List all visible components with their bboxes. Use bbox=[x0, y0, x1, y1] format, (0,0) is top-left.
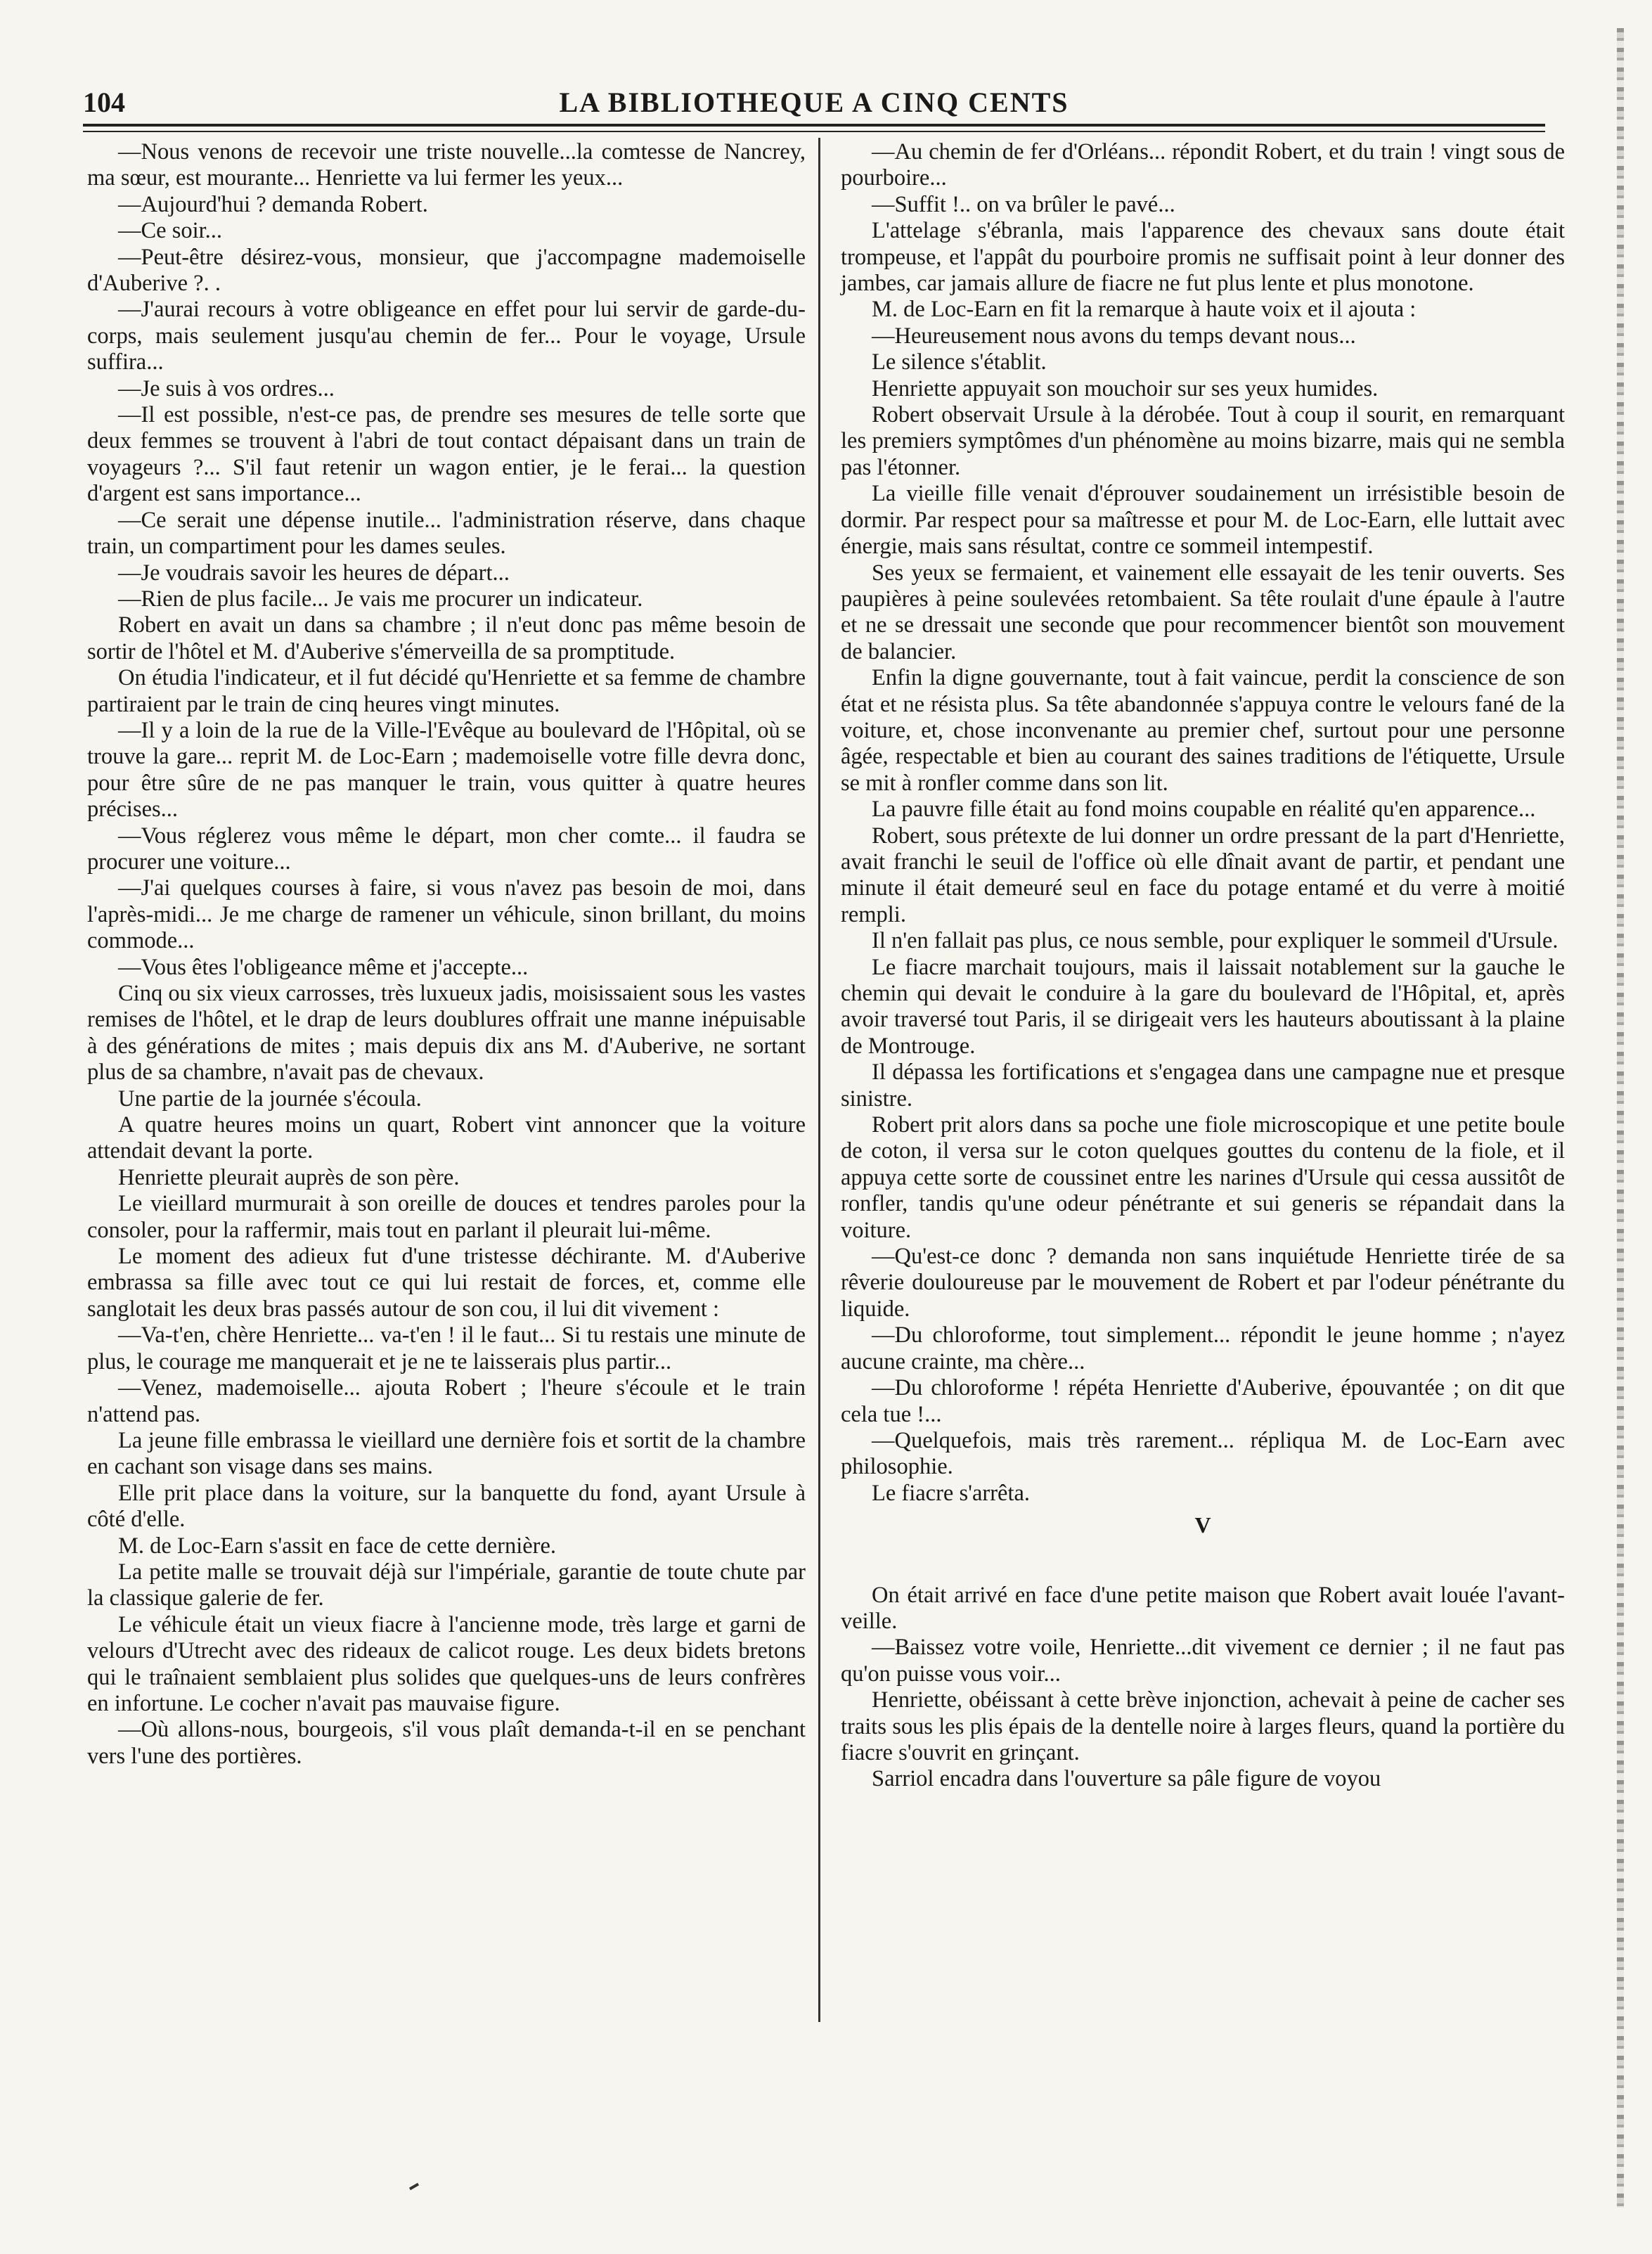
paragraph: —Je suis à vos ordres... bbox=[118, 375, 335, 401]
paragraph: Enfin la digne gouvernante, tout à fait vaincue, perdit la conscience de son état et ne résista plus. Sa tête abandonnée s'appuya contre le velours fané de la voiture, et, chose inconvenante au premier chef, surtout pour une personne âgée, respectable et bien au courant des saines traditions de l'étiquette, Ursule se mit à ronfler comme dans son lit. bbox=[841, 665, 1565, 796]
paragraph: —Ce serait une dépense inutile... l'administration réserve, dans chaque train, un compartiment pour les dames seules. bbox=[87, 507, 806, 560]
paragraph: L'attelage s'ébranla, mais l'apparence des chevaux sans doute était trompeuse, et l'appât du pourboire promis ne suffisait point à leur donner des jambes, car jamais allure de fiacre ne fut plus lente et plus monotone. bbox=[841, 218, 1565, 297]
paragraph: Henriette pleurait auprès de son père. bbox=[118, 1164, 460, 1190]
paragraph: Henriette, obéissant à cette brève injonction, achevait à peine de cacher ses traits sous les plis épais de la dentelle noire à larges fleurs, quand la portière du fiacre s'ouvrit en grinçant. bbox=[841, 1687, 1565, 1765]
paragraph: Robert, sous prétexte de lui donner un ordre pressant de la part d'Henriette, avait franchi le seuil de l'office où elle dînait avant de partir, et pendant une minute il était demeuré seul en face du potage entamé et du verre à moitié rempli. bbox=[841, 823, 1565, 927]
paragraph: —Il est possible, n'est-ce pas, de prendre ses mesures de telle sorte que deux femmes se trouvent à l'abri de tout contact dépaisant dans un train de voyageurs ?... S'il faut retenir un wagon entier, je le ferai... la question d'argent est sans importance... bbox=[87, 402, 806, 507]
paragraph: —Heureusement nous avons du temps devant nous... bbox=[872, 323, 1356, 349]
paragraph: —Ce soir... bbox=[118, 218, 223, 244]
paragraph: —Qu'est-ce donc ? demanda non sans inquiétude Henriette tirée de sa rêverie douloureuse par le mouvement de Robert et par l'odeur pénétrante du liquide. bbox=[841, 1244, 1565, 1322]
paragraph: —Va-t'en, chère Henriette... va-t'en ! il le faut... Si tu restais une minute de plus, le courage me manquerait et je ne te laisserais plus partir... bbox=[87, 1322, 806, 1374]
paragraph: On étudia l'indicateur, et il fut décidé qu'Henriette et sa femme de chambre partiraient par le train de cinq heures vingt minutes. bbox=[87, 665, 806, 717]
paragraph: Robert prit alors dans sa poche une fiole microscopique et une petite boule de coton, il versa sur le coton quelques gouttes du contenu de la fiole, et il appuya cette sorte de coussinet entre les narines d'Ursule qui cessa aussitôt de ronfler, tandis qu'une odeur pénétrante et sui generis se répandait dans la voiture. bbox=[841, 1112, 1565, 1243]
header-rule-thin bbox=[83, 131, 1545, 132]
paragraph: —Où allons-nous, bourgeois, s'il vous plaît demanda-t-il en se penchant vers l'une des portières. bbox=[87, 1717, 806, 1769]
paragraph: —J'ai quelques courses à faire, si vous n'avez pas besoin de moi, dans l'après-midi... Je me charge de ramener un véhicule, sinon brillant, du moins commode... bbox=[87, 875, 806, 954]
paragraph: —Nous venons de recevoir une triste nouvelle...la comtesse de Nancrey, ma sœur, est mourante... Henriette va lui fermer les yeux... bbox=[87, 139, 806, 191]
paragraph: —Vous réglerez vous même le départ, mon cher comte... il faudra se procurer une voiture... bbox=[87, 823, 806, 875]
paragraph: —J'aurai recours à votre obligeance en effet pour lui servir de garde-du-corps, mais seulement jusqu'au chemin de fer... Pour le voyage, Ursule suffira... bbox=[87, 297, 806, 375]
paragraph: Une partie de la journée s'écoula. bbox=[118, 1086, 422, 1112]
paragraph: —Il y a loin de la rue de la Ville-l'Evêque au boulevard de l'Hôpital, où se trouve la gare... reprit M. de Loc-Earn ; mademoiselle votre fille devra donc, pour être sûre de ne pas manquer le train, vous quitter à quatre heures précises... bbox=[87, 717, 806, 823]
running-title: LA BIBLIOTHEQUE A CINQ CENTS bbox=[559, 86, 1069, 118]
paragraph: Cinq ou six vieux carrosses, très luxueux jadis, moisissaient sous les vastes remises de l'hôtel, et le drap de leurs doublures offrait une manne inépuisable à des générations de mites ; mais depuis dix ans M. d'Auberive, ne sortant plus de sa chambre, n'avait pas de chevaux. bbox=[87, 981, 806, 1086]
ink-mark bbox=[409, 2183, 419, 2190]
paragraph: Le véhicule était un vieux fiacre à l'ancienne mode, très large et garni de velours d'Utrecht avec des rideaux de calicot rouge. Les deux bidets bretons qui le traînaient semblaient plus solides que quelques-uns de leurs confrères en infortune. Le cocher n'avait pas mauvaise figure. bbox=[87, 1611, 806, 1716]
section-heading: V bbox=[1194, 1512, 1211, 1538]
paragraph: —Du chloroforme ! répéta Henriette d'Auberive, épouvantée ; on dit que cela tue !... bbox=[841, 1375, 1565, 1427]
paragraph: Le moment des adieux fut d'une tristesse déchirante. M. d'Auberive embrassa sa fille avec tout ce qui lui restait de forces, et, comme elle sanglotait les deux bras passés autour de son cou, il lui dit vivement : bbox=[87, 1244, 806, 1322]
paragraph: —Quelquefois, mais très rarement... répliqua M. de Loc-Earn avec philosophie. bbox=[841, 1427, 1565, 1480]
paragraph: —Peut-être désirez-vous, monsieur, que j'accompagne mademoiselle d'Auberive ?. . bbox=[87, 244, 806, 297]
page-header bbox=[83, 82, 1545, 124]
paragraph: La pauvre fille était au fond moins coupable en réalité qu'en apparence... bbox=[872, 797, 1536, 823]
paragraph: Robert observait Ursule à la dérobée. Tout à coup il sourit, en remarquant les premiers symptômes d'un phénomène au moins bizarre, mais qui ne sembla pas l'étonner. bbox=[841, 402, 1565, 480]
paragraph: —Rien de plus facile... Je vais me procurer un indicateur. bbox=[118, 586, 643, 612]
paragraph: —Du chloroforme, tout simplement... répondit le jeune homme ; n'ayez aucune crainte, ma chère... bbox=[841, 1322, 1565, 1374]
right-column bbox=[841, 139, 1565, 1793]
paragraph: Robert en avait un dans sa chambre ; il n'eut donc pas même besoin de sortir de l'hôtel et M. d'Auberive s'émerveilla de sa promptitude. bbox=[87, 612, 806, 664]
paragraph: —Au chemin de fer d'Orléans... répondit Robert, et du train ! vingt sous de pourboire... bbox=[841, 139, 1565, 191]
paragraph: M. de Loc-Earn en fit la remarque à haute voix et il ajouta : bbox=[872, 297, 1417, 323]
paragraph: —Venez, mademoiselle... ajouta Robert ; l'heure s'écoule et le train n'attend pas. bbox=[87, 1375, 806, 1427]
header-rule-thick bbox=[83, 124, 1545, 127]
paragraph: Il dépassa les fortifications et s'engagea dans une campagne nue et presque sinistre. bbox=[841, 1060, 1565, 1112]
paragraph: —Baissez votre voile, Henriette...dit vivement ce dernier ; il ne faut pas qu'on puisse vous voir... bbox=[841, 1635, 1565, 1687]
paragraph: Le silence s'établit. bbox=[872, 349, 1047, 375]
left-column bbox=[87, 139, 806, 1770]
paragraph: —Suffit !.. on va brûler le pavé... bbox=[872, 191, 1175, 217]
paragraph: Le vieillard murmurait à son oreille de douces et tendres paroles pour la consoler, pour la raffermir, mais tout en parlant il pleurait lui-même. bbox=[87, 1191, 806, 1243]
paragraph: A quatre heures moins un quart, Robert vint annoncer que la voiture attendait devant la porte. bbox=[87, 1112, 806, 1164]
paragraph: Elle prit place dans la voiture, sur la banquette du fond, ayant Ursule à côté d'elle. bbox=[87, 1480, 806, 1533]
page-number: 104 bbox=[83, 86, 125, 118]
paragraph: —Vous êtes l'obligeance même et j'accepte... bbox=[118, 954, 529, 980]
paragraph: Ses yeux se fermaient, et vainement elle essayait de les tenir ouverts. Ses paupières à peine soulevées retombaient. Sa tête roulait d'une épaule à l'autre et ne se dressait une seconde que pour recommencer bientôt son mouvement de balancier. bbox=[841, 560, 1565, 664]
paragraph: On était arrivé en face d'une petite maison que Robert avait louée l'avant-veille. bbox=[841, 1582, 1565, 1634]
paragraph: La petite malle se trouvait déjà sur l'impériale, garantie de toute chute par la classique galerie de fer. bbox=[87, 1559, 806, 1611]
paragraph: Il n'en fallait pas plus, ce nous semble, pour expliquer le sommeil d'Ursule. bbox=[872, 928, 1559, 954]
paragraph: Le fiacre s'arrêta. bbox=[872, 1480, 1031, 1506]
column-divider bbox=[818, 138, 820, 2022]
paragraph: —Aujourd'hui ? demanda Robert. bbox=[118, 191, 428, 217]
paragraph: M. de Loc-Earn s'assit en face de cette dernière. bbox=[118, 1533, 557, 1559]
paragraph: Henriette appuyait son mouchoir sur ses yeux humides. bbox=[872, 375, 1379, 401]
paragraph: La vieille fille venait d'éprouver soudainement un irrésistible besoin de dormir. Par respect pour sa maîtresse et pour M. de Loc-Earn, elle luttait avec énergie, mais sans résultat, contre ce sommeil intempestif. bbox=[841, 481, 1565, 560]
page-binding-edge bbox=[1617, 28, 1624, 2208]
paragraph: Sarriol encadra dans l'ouverture sa pâle figure de voyou bbox=[872, 1766, 1381, 1792]
paragraph: —Je voudrais savoir les heures de départ... bbox=[118, 560, 510, 586]
paragraph: La jeune fille embrassa le vieillard une dernière fois et sortit de la chambre en cachant son visage dans ses mains. bbox=[87, 1427, 806, 1480]
paragraph: Le fiacre marchait toujours, mais il laissait notablement sur la gauche le chemin qui devait le conduire à la gare du boulevard de l'Hôpital, et, après avoir traversé tout Paris, il se dirigeait vers les hauteurs aboutissant à la plaine de Montrouge. bbox=[841, 954, 1565, 1059]
